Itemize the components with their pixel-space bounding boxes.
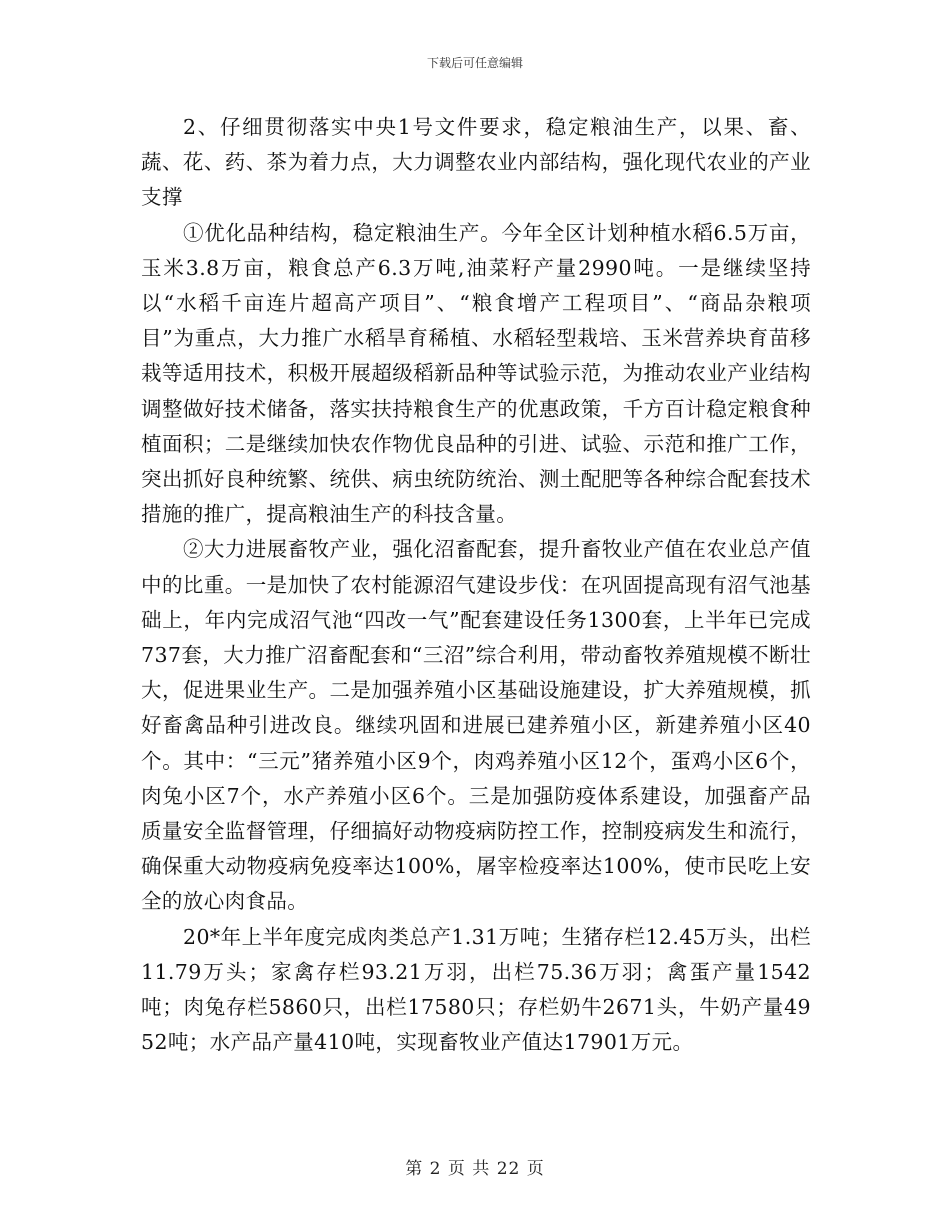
paragraph-livestock-statistics: 20*年上半年度完成肉类总产1.31万吨；生猪存栏12.45万头，出栏11.79万头；家禽存栏93.21万羽，出栏75.36万羽；禽蛋产量1542吨；肉兔存栏5860只，出栏17580只；存栏奶牛2671头，牛奶产量4952吨；水产品产量410吨，实现畜牧业产值达17901万元。 [141, 924, 811, 1055]
document-body [141, 110, 811, 1060]
paragraph-livestock-industry: ②大力进展畜牧产业，强化沼畜配套，提升畜牧业产值在农业总产值中的比重。一是加快了农村能源沼气建设步伐：在巩固提高现有沼气池基础上，年内完成沼气池“四改一气”配套建设任务1300套，上半年已完成737套，大力推广沼畜配套和“三沼”综合利用，带动畜牧养殖规模不断壮大，促进果业生产。二是加强养殖小区基础设施建设，扩大养殖规模，抓好畜禽品种引进改良。继续巩固和进展已建养殖小区，新建养殖小区40个。其中：“三元”猪养殖小区9个，肉鸡养殖小区12个，蛋鸡小区6个，肉兔小区7个，水产养殖小区6个。三是加强防疫体系建设，加强畜产品质量安全监督管理，仔细搞好动物疫病防控工作，控制疫病发生和流行，确保重大动物疫病免疫率达100%，屠宰检疫率达100%，使市民吃上安全的放心肉食品。 [141, 537, 811, 914]
page-header: 下载后可任意编辑 [426, 56, 523, 70]
page-footer-page-number: 第 2 页 共 22 页 [405, 1159, 545, 1179]
paragraph-crop-structure: ①优化品种结构，稳定粮油生产。今年全区计划种植水稻6.5万亩，玉米3.8万亩，粮食总产6.3万吨,油菜籽产量2990吨。一是继续坚持以“水稻千亩连片超高产项目”、“粮食增产工程项目”、“商品杂粮项目”为重点，大力推广水稻旱育稀植、水稻轻型栽培、玉米营养块育苗移栽等适用技术，积极开展超级稻新品种等试验示范，为推动农业产业结构调整做好技术储备，落实扶持粮食生产的优惠政策，千方百计稳定粮食种植面积；二是继续加快农作物优良品种的引进、试验、示范和推广工作，突出抓好良种统繁、统供、病虫统防统治、测土配肥等各种综合配套技术措施的推广，提高粮油生产的科技含量。 [141, 220, 811, 527]
paragraph-grain-oil-policy: 2、仔细贯彻落实中央1号文件要求，稳定粮油生产，以果、畜、蔬、花、药、茶为着力点，大力调整农业内部结构，强化现代农业的产业支撑 [141, 115, 811, 210]
